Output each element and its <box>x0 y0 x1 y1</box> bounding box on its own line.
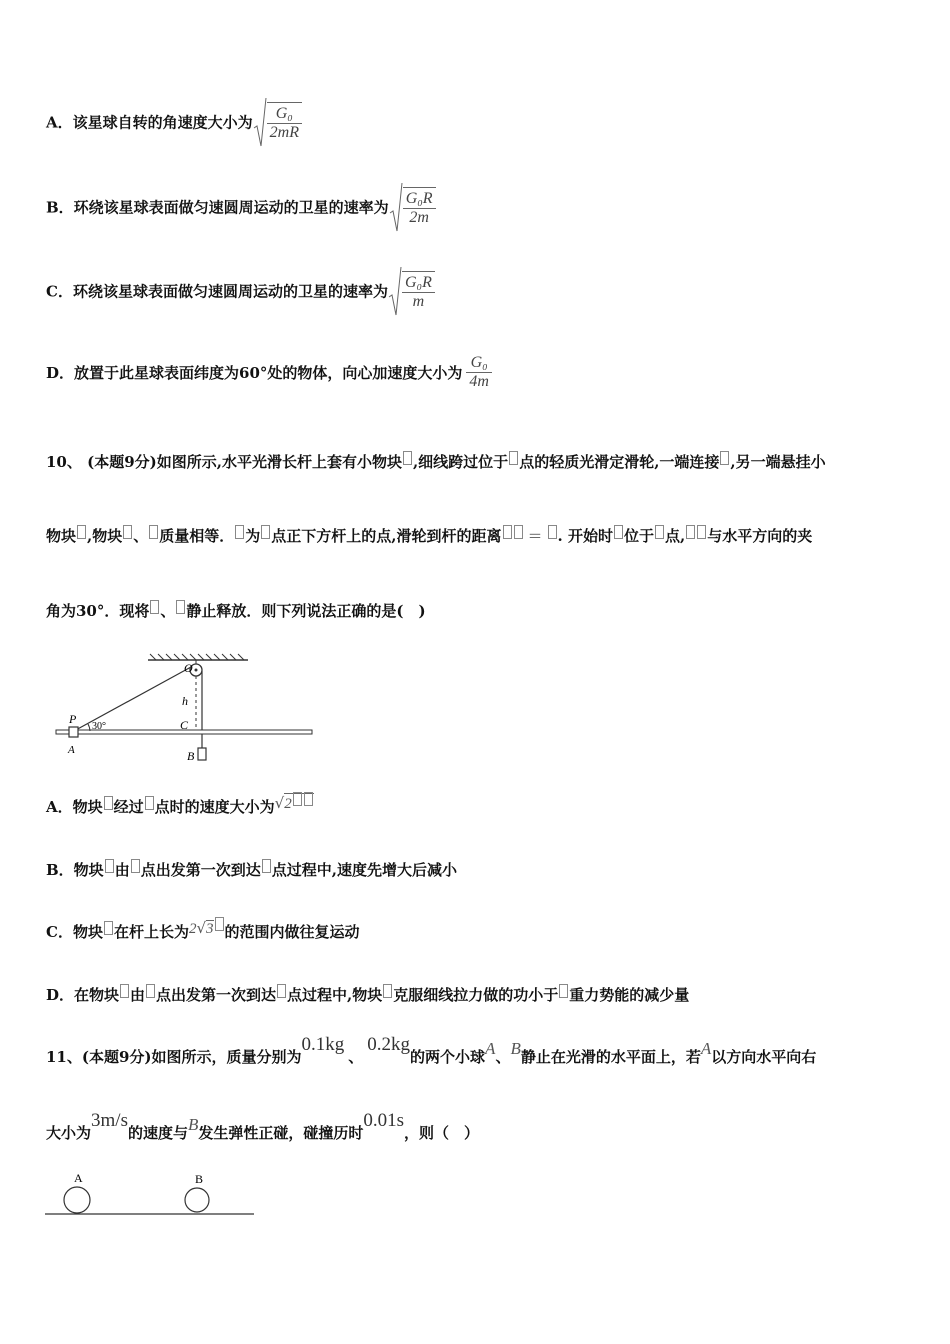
label-b: B <box>187 749 195 763</box>
label-p: P <box>69 712 77 726</box>
ball-a-label: A <box>74 1171 83 1185</box>
q11-stem-line-1: 11、(本题9分)如图所示，质量分别为0.1kg、0.2kg的两个小球A、B静止在光滑的水平面上，若A以方向水平向右 <box>46 1034 817 1066</box>
q10-stem-line-1: 10、 (本题9分)如图所示,水平光滑长杆上套有小物块 ,细线跨过位于 点的轻质光滑定滑轮,一端连接 ,另一端悬挂小 <box>46 453 826 471</box>
label-h: h <box>182 694 188 708</box>
sqrt-expression: $\frac{\text{G₀R}}{m}$ <box>388 271 435 311</box>
q11-stem-line-2: 大小为3m/s的速度与B发生弹性正碰，碰撞历时0.01s，则（ ） <box>46 1110 480 1142</box>
q9-option-d: D．放置于此星球表面纬度为60°处的物体，向心加速度大小为 $\frac{\text{G₀}}{4m}$ <box>46 354 492 391</box>
sqrt-expression: $\frac{\text{G₀}}{2mR}$ <box>253 102 302 142</box>
q10-option-c: C．物块 在杆上长为2√3 的范围内做往复运动 <box>46 919 360 941</box>
q10-stem-line-2: 物块 ,物块 、 质量相等． 为 点正下方杆上的点,滑轮到杆的距离 ＝ . 开始时 位于 点, 与水平方向的夹 <box>46 527 813 545</box>
balls-figure <box>44 1168 258 1220</box>
label-angle: 30° <box>92 721 106 732</box>
pulley-figure <box>52 650 322 768</box>
q10-option-d: D．在物块 由 点出发第一次到达 点过程中,物块 克服细线拉力做的功小于 重力势能的减少量 <box>46 986 690 1004</box>
q10-option-a: A．物块 经过 点时的速度大小为√2 <box>46 796 314 817</box>
q9-option-c: C．环绕该星球表面做匀速圆周运动的卫星的速率为 $\frac{\text{G₀R}}{m}$ <box>46 271 435 311</box>
label-a: A <box>68 744 75 756</box>
q9-option-b: B．环绕该星球表面做匀速圆周运动的卫星的速率为 $\frac{\text{G₀R}}{2m}$ <box>46 187 436 227</box>
q10-option-b: B．物块 由 点出发第一次到达 点过程中,速度先增大后减小 <box>46 861 457 879</box>
q10-stem-line-3: 角为30°．现将 、 静止释放．则下列说法正确的是( ) <box>46 602 426 620</box>
label-o: O <box>184 661 193 675</box>
ball-b-label: B <box>195 1172 204 1186</box>
label-c: C <box>180 718 189 732</box>
q9-option-a: A．该星球自转的角速度大小为 $\frac{\text{G₀}}{2mR}$ <box>46 102 302 142</box>
sqrt-expression: $\frac{\text{G₀R}}{2m}$ <box>389 187 436 227</box>
